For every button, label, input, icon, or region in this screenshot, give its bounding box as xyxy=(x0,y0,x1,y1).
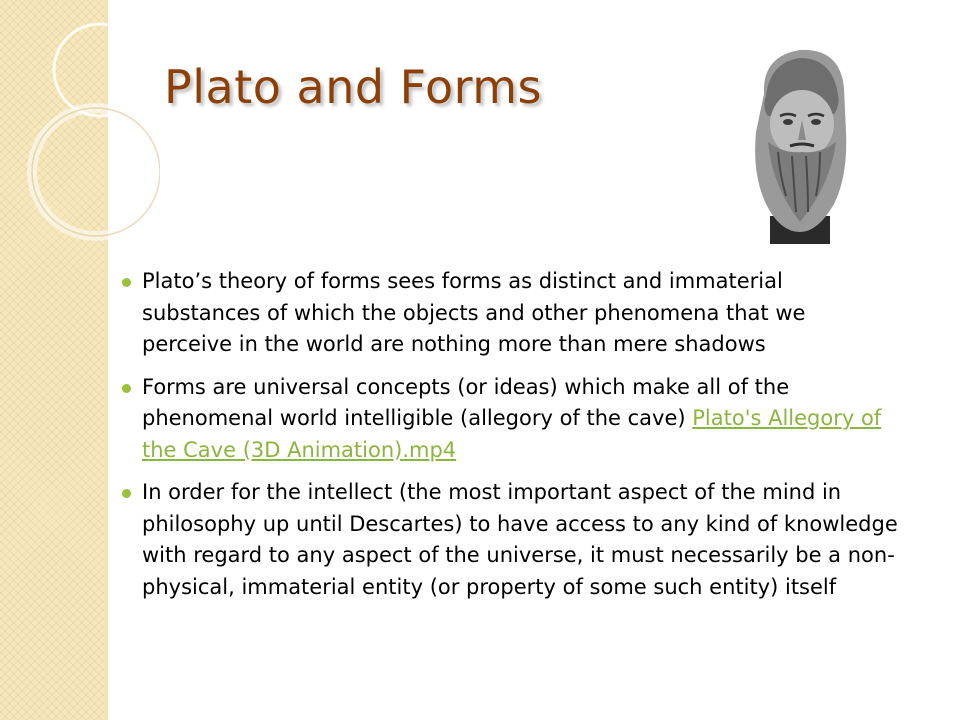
bullet-text: Forms are universal concepts (or ideas) which make all of the phenomenal world intelligible (allegory of the cave) xyxy=(142,374,790,430)
video-link[interactable]: Plato's Allegory of the Cave (3D Animation).mp4 xyxy=(142,406,882,462)
bullet-text: In order for the intellect (the most important aspect of the mind in philosophy up until Descartes) to have access to any kind of knowledge with regard to any aspect of the universe, it must necessarily be a non-physical, immaterial entity (or property of some such entity) itself xyxy=(142,480,898,599)
bullet-list xyxy=(118,266,898,614)
bullet-item xyxy=(118,266,898,361)
decorative-circles xyxy=(0,0,160,260)
bullet-item xyxy=(118,477,898,603)
bullet-text: Plato’s theory of forms sees forms as distinct and immaterial substances of which the objects and other phenomena that we perceive in the world are nothing more than mere shadows xyxy=(142,269,806,356)
plato-bust-image xyxy=(722,36,878,244)
bullet-item xyxy=(118,372,898,467)
slide-title: Plato and Forms xyxy=(164,60,543,114)
